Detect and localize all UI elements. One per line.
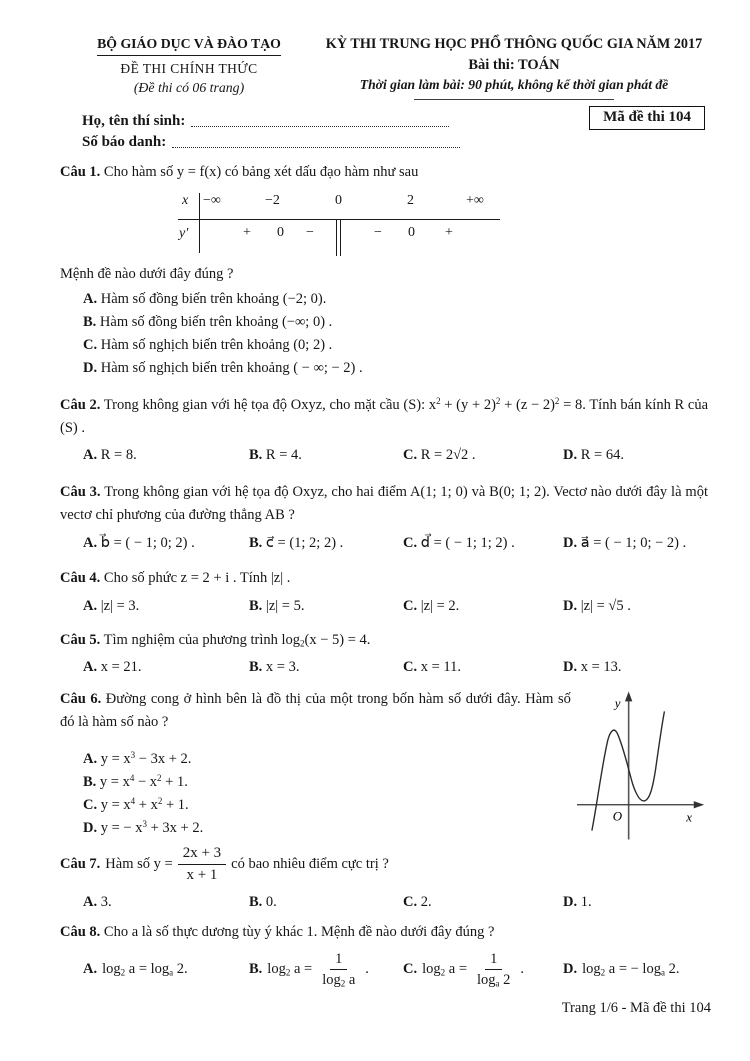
sign-value: + — [243, 224, 251, 240]
option-b: B. |z| = 5. — [249, 597, 305, 614]
page-footer: Trang 1/6 - Mã đề thi 104 — [561, 1000, 711, 1016]
option-c: C. Hàm số nghịch biến trên khoảng (0; 2) . — [83, 337, 333, 353]
option-d: D. a⃗ = ( − 1; 0; − 2) . — [563, 535, 687, 551]
fraction-denominator: $\log_2 a$ — [322, 972, 356, 989]
option-d: D. R = 64. — [563, 447, 624, 463]
fraction-numerator: 1 — [330, 950, 347, 970]
origin-label: O — [612, 808, 622, 824]
candidate-id-label: Số báo danh: — [82, 134, 167, 150]
option-b: B. $y = x^4 - x^2 + 1$. — [83, 773, 188, 790]
question-5-options — [60, 656, 708, 679]
x-value: 0 — [335, 192, 342, 208]
fraction-numerator: 2x + 3 — [178, 844, 226, 865]
fraction — [472, 950, 515, 989]
question-8-options — [60, 950, 708, 989]
question-4-number: Câu 4. — [60, 570, 101, 586]
page-count-note: (Đề thi có 06 trang) — [133, 80, 245, 95]
question-7-number: Câu 7. — [60, 855, 101, 872]
option-c: C. $\log_2 a$ = $\frac{1}{\log_a 2}$ . — [403, 951, 525, 989]
question-6-options — [60, 748, 571, 840]
option-b: B. x = 3. — [249, 659, 300, 675]
sign-value: − — [306, 224, 314, 240]
option-d: D. x = 13. — [563, 659, 622, 675]
fraction-denominator: $\log_a 2$ — [477, 972, 511, 989]
option-b: B. Hàm số đồng biến trên khoảng (−∞; 0) . — [83, 314, 333, 330]
question-4-stem: Cho số phức z = 2 + i . Tính |z| . — [103, 570, 291, 586]
question-5-stem: Tìm nghiệm của phương trình $\log_2(x - 5) = 4$. — [103, 631, 371, 649]
question-2-number: Câu 2. — [60, 397, 101, 413]
question-1-options — [60, 288, 708, 380]
question-7 — [60, 844, 708, 914]
question-2 — [60, 394, 708, 467]
option-c: C. R = 2√2 . — [403, 447, 476, 463]
fraction-numerator: 1 — [485, 950, 502, 970]
option-c: C. x = 11. — [403, 659, 461, 675]
option-a: A. $\log_2 a = \log_a 2$. — [83, 961, 188, 978]
option-c: C. $y = x^4 + x^2 + 1$. — [83, 796, 189, 813]
y-axis-arrow — [625, 691, 632, 701]
question-1-stem: Cho hàm số y = f(x) có bảng xét dấu đạo hàm như sau — [103, 164, 419, 180]
option-a: A. 3. — [83, 893, 112, 910]
header-right-block — [320, 36, 708, 100]
option-a: A. b⃗ = ( − 1; 0; 2) . — [83, 535, 195, 551]
exam-title: KỲ THI TRUNG HỌC PHỔ THÔNG QUỐC GIA NĂM 2017 — [325, 36, 703, 52]
question-2-stem: Trong không gian với hệ tọa độ Oxyz, cho mặt cầu (S): $x^2 + (y + 2)^2 + (z - 2)^2 = 8$. Tính bán kính R của (S) . — [60, 396, 709, 436]
question-4-options — [60, 595, 708, 618]
question-8-stem: Cho a là số thực dương tùy ý khác 1. Mệnh đề nào dưới đây đúng ? — [103, 923, 495, 940]
question-1-number: Câu 1. — [60, 164, 101, 180]
option-a: A. Hàm số đồng biến trên khoảng (−2; 0). — [83, 291, 327, 307]
question-4 — [60, 567, 708, 618]
option-a: A. x = 21. — [83, 659, 142, 675]
sign-table-yprime-label: y′ — [179, 225, 189, 241]
option-c: C. 2. — [403, 893, 432, 910]
ministry-name: BỘ GIÁO DỤC VÀ ĐÀO TẠO — [97, 36, 281, 56]
sign-table-vertical-line — [199, 193, 200, 253]
option-d: D. y = − $x^3 + 3x + 2$. — [83, 819, 204, 836]
exam-subject: Bài thi: TOÁN — [468, 57, 560, 73]
question-3-stem: Trong không gian với hệ tọa độ Oxyz, cho hai điểm A(1; 1; 0) và B(0; 1; 2). Vectơ nào dưới đây là một vectơ chỉ phương của đường thẳng AB ? — [60, 484, 708, 523]
exam-duration: Thời gian làm bài: 90 phút, không kể thời gian phát đề — [359, 77, 669, 92]
sign-value: − — [374, 224, 382, 240]
option-b: B. R = 4. — [249, 447, 302, 463]
question-6-stem: Đường cong ở hình bên là đồ thị của một trong bốn hàm số dưới đây. Hàm số đó là hàm số nào ? — [60, 691, 571, 730]
candidate-section — [60, 109, 708, 151]
option-b: B. $\log_2 a$ = $\frac{1}{\log_2 a}$ . — [249, 951, 369, 989]
question-7-stem-pre: Hàm số y = — [105, 855, 173, 872]
official-exam-label: ĐỀ THI CHÍNH THỨC — [120, 61, 258, 76]
candidate-name-dotted-line — [191, 126, 449, 127]
header-left-block — [68, 36, 310, 100]
option-b: B. 0. — [249, 893, 277, 910]
header-divider — [414, 99, 614, 100]
option-a: A. |z| = 3. — [83, 597, 140, 614]
question-3-options — [60, 531, 708, 556]
question-3 — [60, 481, 708, 556]
option-b: B. c⃗ = (1; 2; 2) . — [249, 535, 344, 551]
candidate-id-dotted-line — [172, 147, 460, 148]
cubic-function-graph — [571, 690, 708, 842]
option-c: C. d⃗ = ( − 1; 1; 2) . — [403, 535, 515, 551]
double-bar — [336, 220, 341, 256]
x-value: +∞ — [466, 192, 484, 208]
candidate-name-label: Họ, tên thí sinh: — [82, 113, 186, 129]
question-7-stem-post: có bao nhiêu điểm cực trị ? — [231, 855, 389, 872]
sign-value: 0 — [408, 224, 415, 240]
sign-table — [178, 191, 508, 255]
x-axis-label: x — [686, 809, 692, 825]
question-7-options — [60, 891, 708, 914]
y-axis-label: y — [614, 695, 621, 711]
exam-code-box: Mã đề thi 104 — [589, 106, 705, 130]
fraction-denominator: x + 1 — [186, 866, 218, 883]
sign-table-x-label: x — [182, 192, 189, 208]
option-c: C. |z| = 2. — [403, 597, 460, 614]
x-value: −2 — [265, 192, 280, 208]
x-value: 2 — [407, 192, 414, 208]
option-d: D. 1. — [563, 893, 592, 910]
question-1-prompt: Mệnh đề nào dưới đây đúng ? — [60, 265, 234, 282]
question-2-options — [60, 444, 708, 467]
question-5-number: Câu 5. — [60, 631, 101, 648]
question-8 — [60, 921, 708, 990]
question-6-number: Câu 6. — [60, 691, 102, 707]
question-3-number: Câu 3. — [60, 484, 101, 500]
question-8-number: Câu 8. — [60, 923, 101, 940]
x-axis-arrow — [694, 801, 704, 808]
question-6 — [60, 688, 708, 842]
option-a: A. R = 8. — [83, 447, 137, 463]
option-d: D. |z| = √5 . — [563, 597, 631, 614]
question-1 — [60, 161, 708, 380]
candidate-id-line — [82, 130, 708, 151]
option-d: D. $\log_2 a$ = − $\log_a 2$. — [563, 961, 680, 978]
sign-value: 0 — [277, 224, 284, 240]
x-value: −∞ — [203, 192, 221, 208]
sign-value: + — [445, 224, 453, 240]
option-a: A. $y = x^3 - 3x + 2$. — [83, 750, 192, 767]
exam-header — [60, 36, 708, 100]
fraction — [317, 950, 360, 989]
option-d: D. Hàm số nghịch biến trên khoảng ( − ∞; − 2) . — [83, 360, 363, 376]
fraction — [178, 844, 226, 885]
question-5 — [60, 629, 708, 680]
